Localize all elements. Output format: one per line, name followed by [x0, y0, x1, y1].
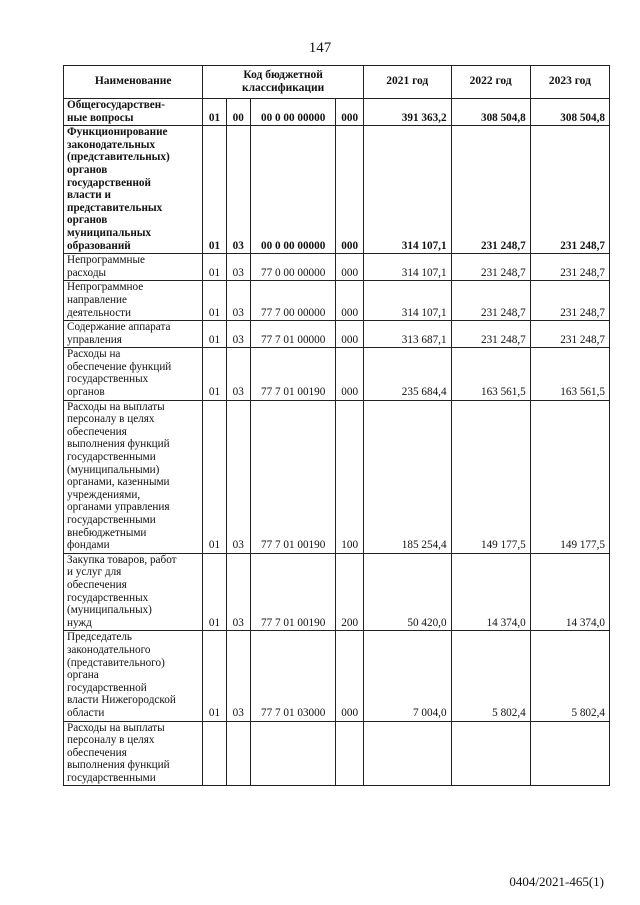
table-row	[64, 553, 610, 631]
table-row	[64, 254, 610, 281]
code-expense-type: 000	[336, 99, 363, 126]
row-name: Расходы на выплаты персоналу в целях обеспечения выполнения функций государственными (муниципальными) органами, казенными учреждениями, органами управления государственными внебюджетными фондами	[64, 400, 203, 553]
code-target: 77 7 01 03000	[250, 631, 336, 721]
code-subsection: 03	[226, 553, 250, 631]
code-section	[203, 721, 226, 786]
value-2023: 231 248,7	[530, 321, 609, 348]
value-2023: 163 561,5	[530, 348, 609, 400]
value-2023: 231 248,7	[530, 126, 609, 254]
table-header-row	[64, 66, 610, 99]
value-2022: 231 248,7	[451, 281, 530, 321]
code-target: 77 7 01 00190	[250, 553, 336, 631]
code-subsection: 03	[226, 400, 250, 553]
code-section: 01	[203, 400, 226, 553]
value-2021: 185 254,4	[363, 400, 451, 553]
value-2021: 235 684,4	[363, 348, 451, 400]
code-expense-type: 000	[336, 321, 363, 348]
code-section: 01	[203, 281, 226, 321]
code-target	[250, 721, 336, 786]
document-code: 0404/2021-465(1)	[509, 874, 604, 889]
code-section: 01	[203, 126, 226, 254]
code-expense-type: 000	[336, 254, 363, 281]
table-row	[64, 321, 610, 348]
code-section: 01	[203, 254, 226, 281]
code-expense-type: 000	[336, 281, 363, 321]
code-expense-type: 100	[336, 400, 363, 553]
table-row	[64, 631, 610, 721]
code-subsection: 00	[226, 99, 250, 126]
code-target: 77 7 01 00190	[250, 400, 336, 553]
code-target: 77 7 00 00000	[250, 281, 336, 321]
value-2021: 391 363,2	[363, 99, 451, 126]
code-subsection: 03	[226, 254, 250, 281]
row-name: Содержание аппарата управления	[64, 321, 203, 348]
code-expense-type: 200	[336, 553, 363, 631]
code-target: 00 0 00 00000	[250, 126, 336, 254]
value-2021: 313 687,1	[363, 321, 451, 348]
value-2022: 149 177,5	[451, 400, 530, 553]
header-2022: 2022 год	[451, 66, 530, 99]
row-name: Расходы на обеспечение функций государственных органов	[64, 348, 203, 400]
table-row	[64, 400, 610, 553]
code-section: 01	[203, 631, 226, 721]
value-2021: 50 420,0	[363, 553, 451, 631]
code-subsection: 03	[226, 281, 250, 321]
row-name: Общегосударствен- ные вопросы	[64, 99, 203, 126]
code-expense-type: 000	[336, 348, 363, 400]
value-2022: 231 248,7	[451, 321, 530, 348]
value-2022	[451, 721, 530, 786]
table-row	[64, 721, 610, 786]
code-section: 01	[203, 99, 226, 126]
header-2021: 2021 год	[363, 66, 451, 99]
value-2021: 314 107,1	[363, 281, 451, 321]
table-row	[64, 281, 610, 321]
value-2023: 14 374,0	[530, 553, 609, 631]
code-subsection: 03	[226, 126, 250, 254]
value-2022: 5 802,4	[451, 631, 530, 721]
code-expense-type: 000	[336, 126, 363, 254]
code-subsection	[226, 721, 250, 786]
row-name: Непрограммное направление деятельности	[64, 281, 203, 321]
table-row	[64, 99, 610, 126]
header-code: Код бюджетной классификации	[203, 66, 364, 99]
row-name: Расходы на выплаты персоналу в целях обеспечения выполнения функций государственными	[64, 721, 203, 786]
value-2022: 14 374,0	[451, 553, 530, 631]
value-2023: 231 248,7	[530, 281, 609, 321]
code-section: 01	[203, 553, 226, 631]
code-section: 01	[203, 348, 226, 400]
budget-table	[63, 65, 610, 786]
code-target: 00 0 00 00000	[250, 99, 336, 126]
value-2023: 149 177,5	[530, 400, 609, 553]
table-row	[64, 126, 610, 254]
value-2023	[530, 721, 609, 786]
code-section: 01	[203, 321, 226, 348]
code-target: 77 7 01 00190	[250, 348, 336, 400]
code-expense-type: 000	[336, 631, 363, 721]
code-subsection: 03	[226, 631, 250, 721]
page-number: 147	[308, 40, 332, 56]
row-name: Закупка товаров, работ и услуг для обеспечения государственных (муниципальных) нужд	[64, 553, 203, 631]
value-2023: 5 802,4	[530, 631, 609, 721]
value-2022: 231 248,7	[451, 254, 530, 281]
table-row	[64, 348, 610, 400]
value-2022: 231 248,7	[451, 126, 530, 254]
row-name: Председатель законодательного (представительного) органа государственной власти Нижегородской области	[64, 631, 203, 721]
value-2022: 308 504,8	[451, 99, 530, 126]
header-name: Наименование	[64, 66, 203, 99]
code-subsection: 03	[226, 321, 250, 348]
code-subsection: 03	[226, 348, 250, 400]
row-name: Функционирование законодательных (представительных) органов государственной власти и представительных органов муниципальных образований	[64, 126, 203, 254]
value-2023: 308 504,8	[530, 99, 609, 126]
value-2023: 231 248,7	[530, 254, 609, 281]
row-name: Непрограммные расходы	[64, 254, 203, 281]
value-2021: 7 004,0	[363, 631, 451, 721]
header-2023: 2023 год	[530, 66, 609, 99]
value-2022: 163 561,5	[451, 348, 530, 400]
value-2021	[363, 721, 451, 786]
value-2021: 314 107,1	[363, 254, 451, 281]
value-2021: 314 107,1	[363, 126, 451, 254]
code-target: 77 0 00 00000	[250, 254, 336, 281]
code-target: 77 7 01 00000	[250, 321, 336, 348]
code-expense-type	[336, 721, 363, 786]
